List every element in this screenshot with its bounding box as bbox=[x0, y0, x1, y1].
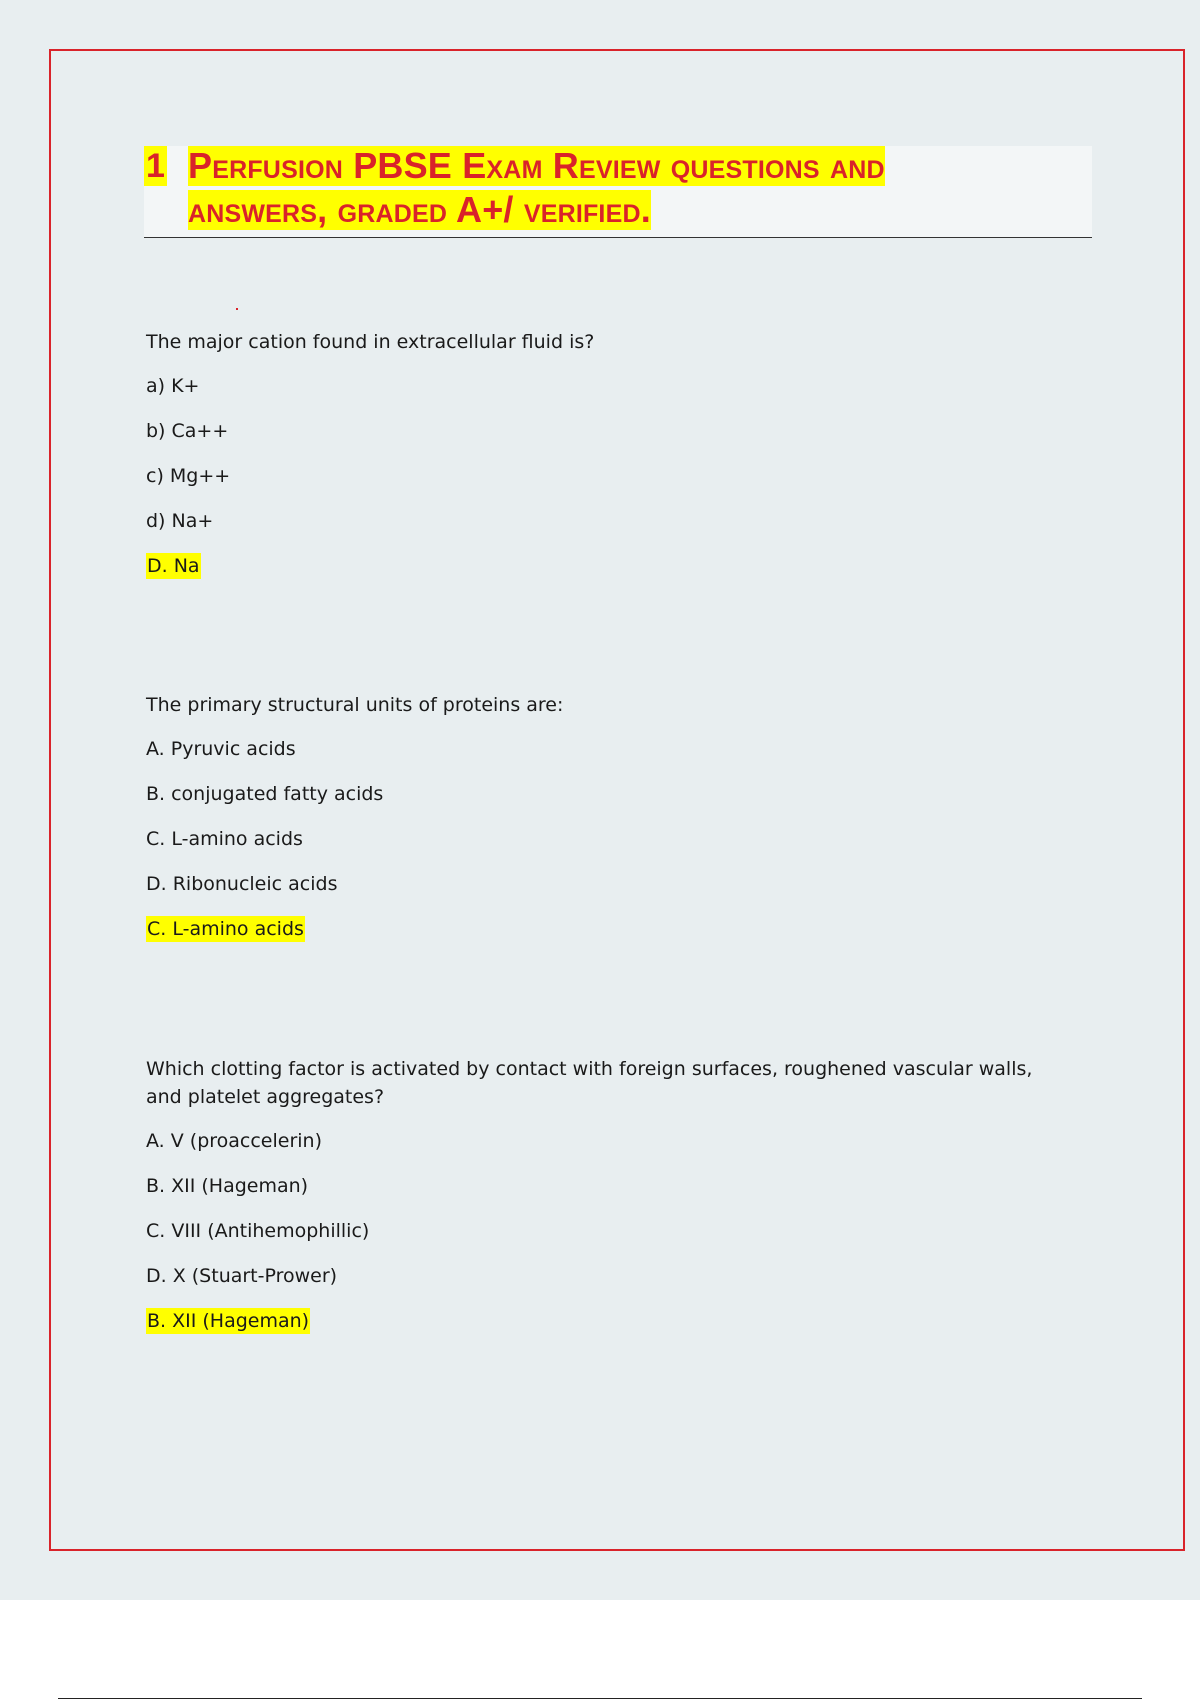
option-b: B. conjugated fatty acids bbox=[146, 783, 384, 805]
title-line-1: Perfusion PBSE Exam Review questions and bbox=[188, 145, 885, 186]
option-d: D. Ribonucleic acids bbox=[146, 873, 338, 895]
option-c: c) Mg++ bbox=[146, 465, 231, 487]
highlighted-answer: D. Na bbox=[147, 555, 200, 577]
option-d: d) Na+ bbox=[146, 510, 214, 532]
highlighted-answer: C. L-amino acids bbox=[147, 918, 304, 940]
option-a: A. Pyruvic acids bbox=[146, 738, 296, 760]
document-title bbox=[144, 146, 1092, 238]
title-number: 1 bbox=[146, 147, 165, 185]
option-b: B. XII (Hageman) bbox=[146, 1175, 309, 1197]
stray-mark bbox=[236, 308, 238, 310]
option-b: b) Ca++ bbox=[146, 420, 229, 442]
question-text: The major cation found in extracellular fluid is? bbox=[146, 331, 595, 353]
option-c: C. VIII (Antihemophillic) bbox=[146, 1220, 370, 1242]
question-text: The primary structural units of proteins are: bbox=[146, 694, 564, 716]
question-block-1 bbox=[146, 328, 1046, 597]
option-a: a) K+ bbox=[146, 375, 200, 397]
question-block-3 bbox=[146, 1055, 1036, 1352]
question-text: Which clotting factor is activated by contact with foreign surfaces, roughened vascular walls, and platelet aggregates? bbox=[146, 1058, 1033, 1108]
footer-rule bbox=[58, 1698, 1142, 1699]
option-d: D. X (Stuart-Prower) bbox=[146, 1265, 338, 1287]
title-line-2: answers, graded A+/ verified. bbox=[188, 189, 651, 230]
option-a: A. V (proaccelerin) bbox=[146, 1130, 323, 1152]
option-c: C. L-amino acids bbox=[146, 828, 303, 850]
question-block-2 bbox=[146, 691, 1046, 960]
highlighted-answer: B. XII (Hageman) bbox=[147, 1310, 310, 1332]
